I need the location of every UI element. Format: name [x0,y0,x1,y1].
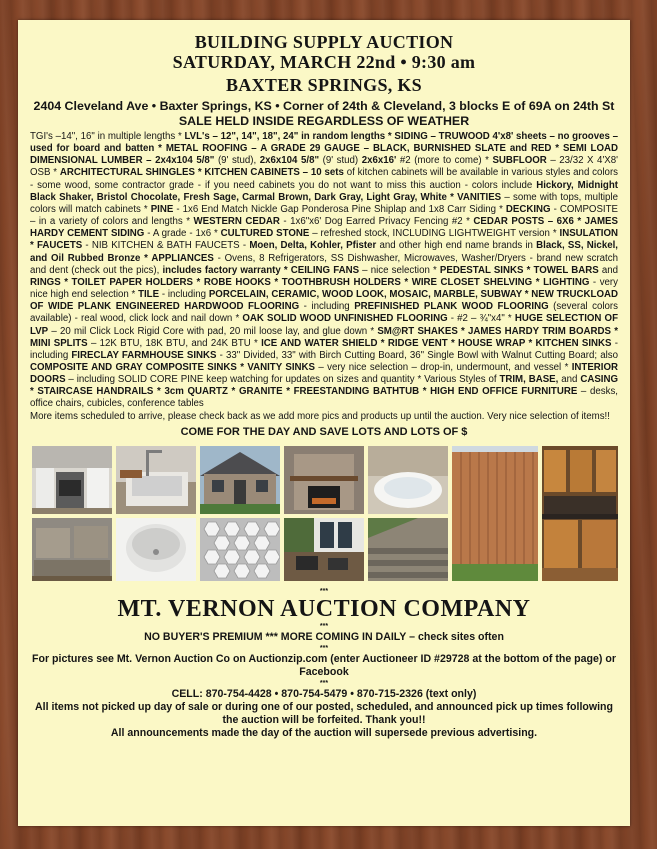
listing-bold-segment: Moen, Delta, Kohler, Pfister [249,240,377,252]
photo-grid [30,446,618,581]
listing-bold-segment: OAK SOLID WOOD UNFINISHED FLOORING [242,313,448,325]
separator-stars: *** [319,679,329,687]
listing-segment: (several colors available) - real wood, click lock and nail down * [30,301,618,325]
photo-jetted-tub [368,446,448,514]
title-line-3: BAXTER SPRINGS, KS [226,75,422,95]
photo-stone-steps [368,518,448,581]
company-name: MT. VERNON AUCTION COMPANY [117,595,531,622]
listing-bold-segment: CULTURED STONE [220,228,310,240]
premium-notice: NO BUYER'S PREMIUM *** MORE COMING IN DAILY – check sites often [144,630,504,643]
photo-patio-deck [284,518,364,581]
announcement-notice: All announcements made the day of the auction will supersede previous advertising. [110,726,538,739]
listing-segment: - including [299,301,355,313]
photo-hickory-kitchen [542,446,618,581]
listing-segment: - Ovens, 8 Refrigerators, SS Dishwasher, Microwaves, Washer/Dryers - brand new scratch and dent (check out the pics), [30,252,618,276]
listing-segment: of kitchen cabinets will be available in various styles and colors - some wood, some contractor grade - if you need cabinets you do not want to miss this auction - colors include [30,167,619,191]
listing-bold-segment: TRIM, BASE, [499,374,559,386]
listing-segment: and other high end name brands in [376,240,537,252]
listing-segment: - including [159,289,209,301]
listing-bold-segment: TILE [138,289,160,301]
listing-segment: – including SOLID CORE PINE keep watching for updates on sizes and quantity * Various Styles of [65,374,500,386]
listing-bold-segment: 2x6x104 5/8" [259,155,320,167]
photo-farmhouse-sink [116,446,196,514]
title-line-2: SATURDAY, MARCH 22nd • 9:30 am [172,52,476,72]
listing-segment: – 23/32 X 4'X8' OSB * [30,155,618,179]
tagline: COME FOR THE DAY AND SAVE LOTS AND LOTS OF $ [180,425,468,438]
listing-segment: TGI's –14", 16" in multiple lengths * [30,131,185,142]
listing-segment: and [558,374,581,386]
listing-bold-segment: HUGE SELECTION OF LVP [30,313,619,337]
photo-stone-fireplace [284,446,364,514]
listing-segment: – desks, office chairs, cubicles, conference tables [30,386,618,410]
photo-cultured-stone-pallets [32,518,112,581]
photo-vessel-sink [116,518,196,581]
listing-segment: (9' stud), [214,155,260,167]
listing-bold-segment: includes factory warranty * CEILING FANS [162,264,360,276]
listing-segment: – some with tops, multiple colors will match cabinets * [30,191,618,215]
listing-bold-segment: 2x6x16' [361,155,397,167]
listing-bold-segment: FIRECLAY FARMHOUSE SINKS [71,349,217,361]
listing-segment: – nice selection * [359,264,440,276]
listing-segment: - A grade - 1x6 * [144,228,221,240]
separator-stars: *** [319,587,329,595]
photo-cedar-fence [452,446,538,581]
listing-segment: - 1x6"x6' Dog Earred Privacy Fencing #2 * [279,216,474,228]
listing-bold-segment: COMPOSITE AND GRAY COMPOSITE SINKS * VANITY SINKS [30,361,315,373]
listing-segment: - #2 – ¾"x4" * [447,313,515,325]
listing-segment: – 12K BTU, 18K BTU, and 24K BTU * [87,337,262,349]
separator-stars: *** [319,644,329,652]
listing-bold-segment: RINGS * TOILET PAPER HOLDERS * ROBE HOOKS * TOOTHBRUSH HOLDERS * WIRE CLOSET SHELVING * LIGHTING [30,276,590,288]
listing-bold-segment: PORCELAIN, CERAMIC, WOOD LOOK, MOSAIC, MARBLE, SUBWAY * NEW TRUCKLOAD OF WIDE PLANK ENGINEERED HARDWOOD FLOORING [30,289,618,313]
listing-segment: - 33" Divided, 33" with Birch Cutting Board, 36" Single Bowl with Walnut Cutting Board; also [216,349,618,361]
listing-bold-segment: WESTERN CEDAR [193,216,280,228]
listing-bold-segment: DECKING [505,203,551,215]
listing-segment: – 20 mil Click Lock Rigid Core with pad, 20 mil loose lay, and glue down * [48,325,378,337]
pictures-notice: For pictures see Mt. Vernon Auction Co on Auctionzip.com (enter Auctioneer ID #29728 at the bottom of the page) or Facebook [32,652,616,678]
listing-segment: - including [30,337,618,361]
listing-segment: - COMPOSITE – in a variety of colors and lengths * [30,203,619,228]
auction-flyer [18,20,630,826]
listing-bold-segment: SUBFLOOR [492,155,547,167]
listing-bold-segment: PEDESTAL SINKS * TOWEL BARS [439,264,599,276]
cell-phones: CELL: 870-754-4428 • 870-754-5479 • 870-715-2326 (text only) [171,687,477,700]
listing-bold-segment: PREFINISHED PLANK WOOD FLOORING [354,301,549,313]
listing-bold-segment: PINE [150,203,174,215]
listing-segment: #2 (more to come) * [396,155,493,167]
photo-appliances [32,446,112,514]
photo-stone-house [200,446,280,514]
title-line-1: BUILDING SUPPLY AUCTION [194,32,454,52]
listing-segment: and [598,264,619,276]
listing-bold-segment: ARCHITECTURAL SHINGLES * KITCHEN CABINETS – 10 sets [59,167,344,179]
weather-notice: SALE HELD INSIDE REGARDLESS OF WEATHER [178,114,470,128]
listing-bold-segment: SM@RT SHAKES * JAMES HARDY TRIM BOARDS * MINI SPLITS [30,325,618,349]
listing-bold-segment: CASING * STAIRCASE HANDRAILS * 3cm QUARTZ * GRANITE * FREESTANDING BATHTUB * HIGH END OFFICE FURNITURE [30,374,619,398]
item-listing [30,131,618,423]
pickup-notice: All items not picked up day of sale or during one of our posted, scheduled, and announced pick up times following the auction will be forfeited. Thank you!! [34,700,613,726]
photo-hexagon-tile [200,518,280,581]
listing-segment: More items scheduled to arrive, please check back as we add more pics and products up until the auction. Very nice selection of items!! [30,410,610,422]
listing-bold-segment: Black, SS, Nickel, and Oil Rubbed Bronze * APPLIANCES [30,240,618,264]
listing-bold-segment: Hickory, Midnight Black Shaker, Bristol Chocolate, Fresh Sage, Carmal Brown, Dark Gray, Light Gray, White * VANITIES [30,179,618,203]
separator-stars: *** [319,622,329,630]
listing-segment: - 1x6 End Match Nickle Gap Ponderosa Pine Shiplap and 1x8 Carr Siding * [173,203,506,215]
listing-segment: - NIB KITCHEN & BATH FAUCETS - [82,240,250,252]
listing-bold-segment: INSULATION * FAUCETS [30,228,618,252]
listing-bold-segment: ICE AND WATER SHIELD * RIDGE VENT * HOUSE WRAP * KITCHEN SINKS [261,337,612,349]
address-line: 2404 Cleveland Ave • Baxter Springs, KS • Corner of 24th & Cleveland, 3 blocks E of 69A on 24th St [33,99,615,113]
listing-segment: – refreshed stock, INCLUDING LIGHTWEIGHT version * [309,228,560,240]
listing-segment: – very nice selection – drop-in, undermount, and vessel * [314,361,572,373]
listing-bold-segment: INTERIOR DOORS [30,361,619,386]
listing-segment: - very nice high end selection * [30,276,618,301]
listing-segment: (9' stud) [319,155,362,167]
listing-bold-segment: LVL's – 12", 14", 18", 24" in random lengths * SIDING – TRUWOOD 4'x8' sheets – no grooves – used for board and batten * METAL ROOFING – A GRADE 29 GAUGE – BLACK, BURNISHED SLATE and RED * SEMI LOAD DIMENSIONAL LUMBER – 2x4x104 5/8" [30,131,618,167]
listing-bold-segment: CEDAR POSTS – 6X6 * JAMES HARDY CEMENT SIDING [30,216,618,240]
